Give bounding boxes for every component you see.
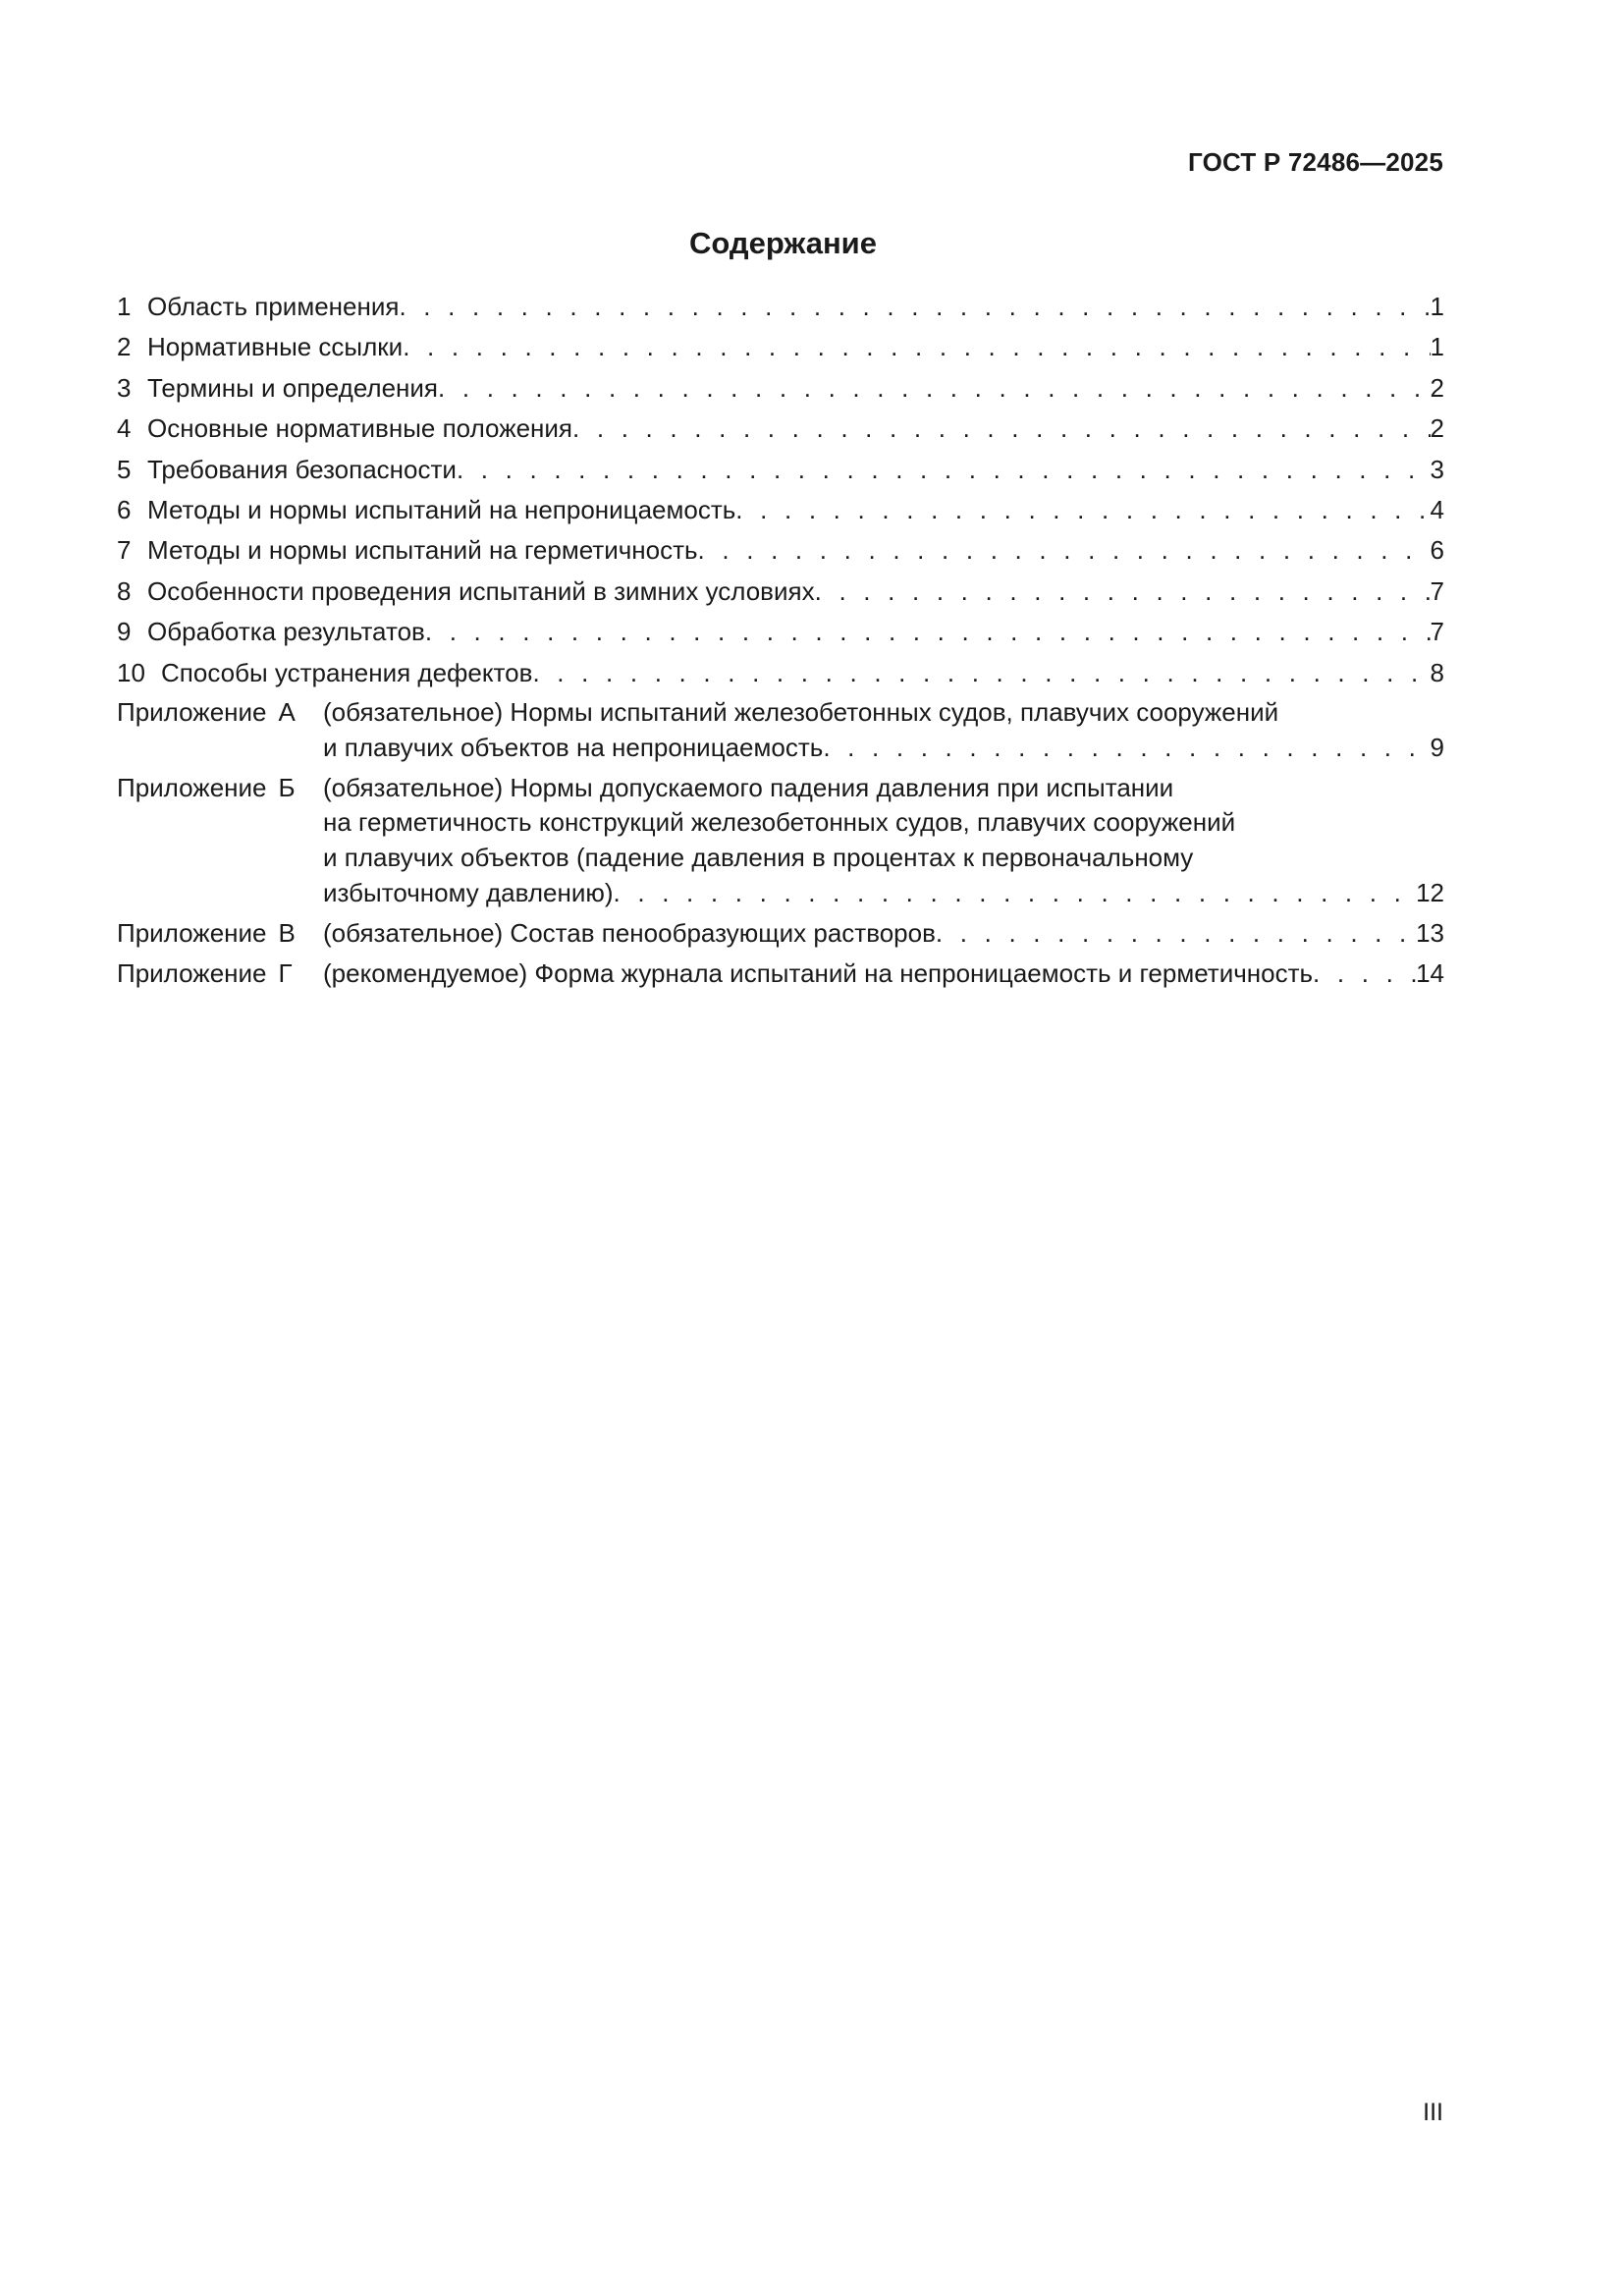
toc-leader-dots (698, 530, 1431, 571)
toc-entry-number: 9 (117, 617, 132, 647)
toc-entry-9[interactable] (117, 612, 1444, 652)
appendix-title-line: (рекомендуемое) Форма журнала испытаний на непроницаемость и герметичность (323, 957, 1314, 988)
toc-entry-page: 9 (1430, 732, 1444, 762)
toc-entry-title: Способы устранения дефектов (161, 657, 533, 687)
appendix-title-line: (обязательное) Нормы допускаемого падения давления при испытании (323, 772, 1174, 802)
toc-leader-dots (815, 572, 1431, 612)
toc-entry-3[interactable] (117, 368, 1444, 409)
toc-entry-7[interactable] (117, 530, 1444, 571)
toc-entry-5[interactable] (117, 450, 1444, 490)
toc-leader-dots (532, 653, 1430, 693)
appendix-title-line: на герметичность конструкций железобетонных судов, плавучих сооружений (323, 807, 1236, 838)
appendix-title-line: и плавучих объектов на непроницаемость (323, 732, 824, 762)
toc-entry-page: 2 (1430, 372, 1444, 403)
toc-entry-number: 1 (117, 292, 132, 321)
toc-entry-number: 5 (117, 454, 132, 484)
appendix-title-line: (обязательное) Нормы испытаний железобетонных судов, плавучих сооружений (323, 697, 1279, 728)
appendix-label: Приложение (117, 957, 267, 988)
toc-entry-number: 8 (117, 575, 132, 606)
toc-entry-page: 8 (1430, 657, 1444, 687)
appendix-title-line: и плавучих объектов (падение давления в процентах к первоначальному (323, 843, 1194, 873)
toc-leader-dots (735, 490, 1430, 530)
toc-entry-6[interactable] (117, 490, 1444, 530)
toc-leader-dots (457, 450, 1431, 490)
appendix-letter: А (278, 697, 296, 728)
toc-entry-4[interactable] (117, 409, 1444, 449)
toc-entry-page: 14 (1416, 957, 1444, 988)
toc-entry-page: 6 (1430, 535, 1444, 566)
toc-leader-dots (399, 287, 1430, 327)
table-of-contents (117, 287, 1444, 991)
toc-entry-title: Основные нормативные положения (147, 413, 573, 444)
page-number: III (1423, 2099, 1443, 2126)
toc-leader-dots (572, 409, 1431, 449)
toc-entry-10[interactable] (117, 653, 1444, 693)
toc-entry-page: 3 (1430, 454, 1444, 484)
toc-entry-title: Термины и определения (147, 372, 439, 403)
toc-appendix-a[interactable] (117, 695, 1444, 766)
toc-entry-number: 10 (117, 657, 145, 687)
appendix-title-line: избыточному давлению) (323, 878, 614, 908)
toc-entry-page: 7 (1430, 617, 1444, 647)
toc-leader-dots (425, 612, 1431, 652)
toc-entry-number: 6 (117, 495, 132, 525)
toc-leader-dots (403, 327, 1430, 367)
toc-entry-number: 3 (117, 372, 132, 403)
toc-entry-number: 2 (117, 332, 132, 362)
appendix-label: Приложение (117, 697, 267, 728)
toc-entry-page: 4 (1430, 495, 1444, 525)
toc-title: Содержание (689, 226, 877, 260)
toc-entry-title: Нормативные ссылки (147, 332, 404, 362)
appendix-letter: В (278, 917, 296, 948)
toc-entry-title: Особенности проведения испытаний в зимних условиях (147, 575, 815, 606)
toc-entry-2[interactable] (117, 327, 1444, 367)
toc-entry-8[interactable] (117, 572, 1444, 612)
appendix-title-line: (обязательное) Состав пенообразующих растворов (323, 917, 936, 948)
toc-appendix-b[interactable] (117, 771, 1444, 911)
toc-entry-page: 12 (1416, 878, 1444, 908)
toc-leader-dots (614, 876, 1417, 911)
appendix-letter: Г (278, 957, 293, 988)
toc-appendix-g[interactable] (117, 957, 1444, 992)
toc-entry-page: 2 (1430, 413, 1444, 444)
toc-entry-page: 1 (1430, 292, 1444, 321)
appendix-label: Приложение (117, 772, 267, 802)
appendix-letter: Б (278, 772, 296, 802)
toc-leader-dots (823, 731, 1430, 766)
toc-leader-dots (1313, 957, 1416, 992)
document-code: ГОСТ Р 72486—2025 (1188, 147, 1443, 177)
toc-entry-title: Обработка результатов (147, 617, 425, 647)
toc-entry-title: Методы и нормы испытаний на непроницаемость (147, 495, 736, 525)
toc-entry-page: 1 (1430, 332, 1444, 362)
toc-entry-page: 7 (1430, 575, 1444, 606)
toc-entry-title: Требования безопасности (147, 454, 457, 484)
toc-entry-title: Методы и нормы испытаний на герметичность (147, 535, 698, 566)
toc-entry-1[interactable] (117, 287, 1444, 327)
toc-entry-title: Область применения (147, 292, 400, 321)
appendix-label: Приложение (117, 917, 267, 948)
toc-leader-dots (438, 368, 1431, 409)
toc-entry-page: 13 (1416, 917, 1444, 948)
toc-entry-number: 7 (117, 535, 132, 566)
toc-appendix-v[interactable] (117, 916, 1444, 952)
toc-entry-number: 4 (117, 413, 132, 444)
toc-leader-dots (936, 916, 1416, 952)
